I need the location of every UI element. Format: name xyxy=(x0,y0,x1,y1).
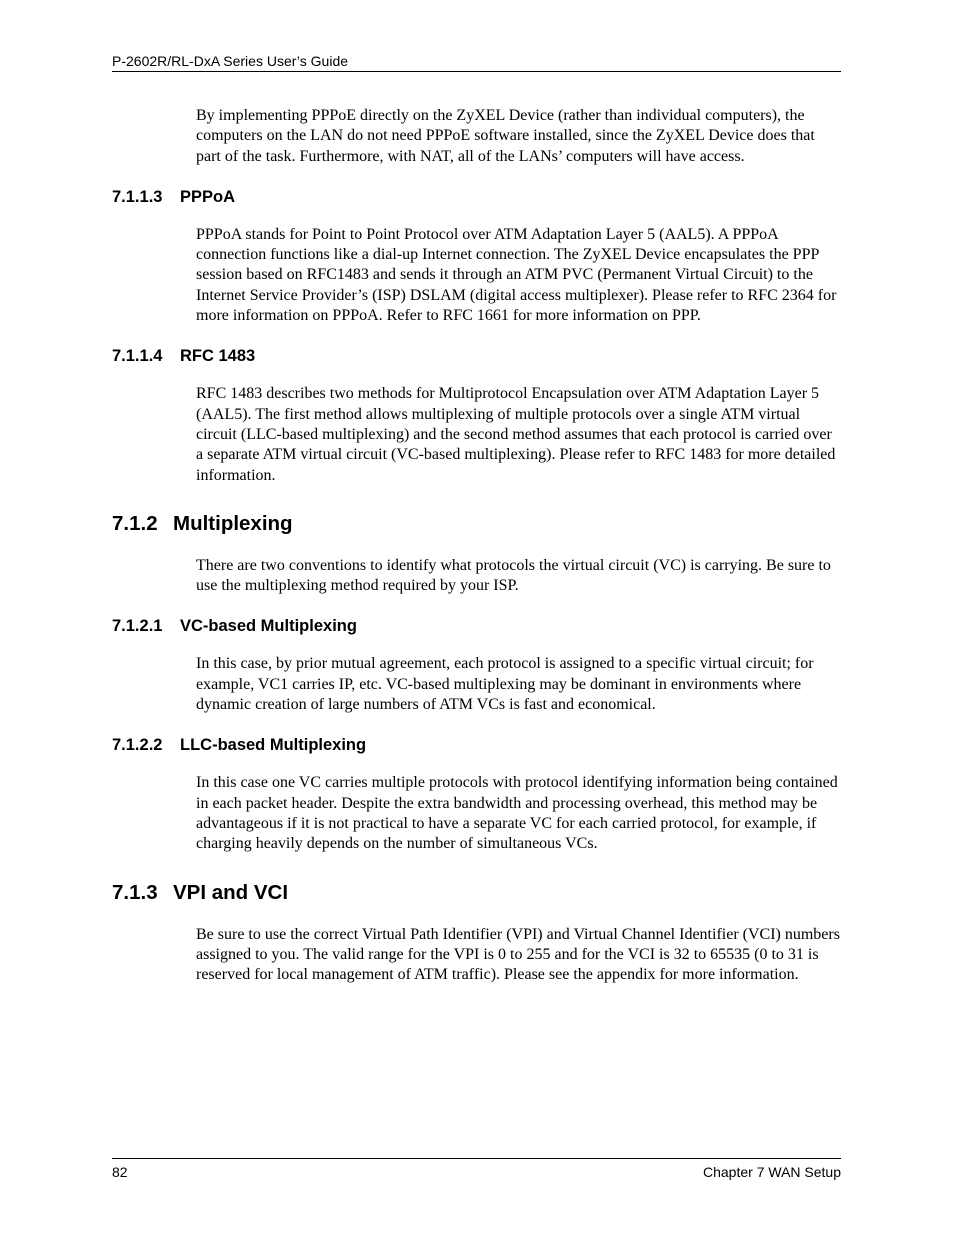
multiplexing-paragraph: There are two conventions to identify what protocols the virtual circuit (VC) is carrying. Be sure to use the multiplexing method required by your ISP. xyxy=(196,556,831,595)
heading-multiplexing xyxy=(112,512,841,536)
rfc1483-paragraph: RFC 1483 describes two methods for Multiprotocol Encapsulation over ATM Adaptation Layer 5 (AAL5). The first method allows multiplexing of multiple protocols over a single ATM virtual circuit (LLC-based multiplexing) and the second method assumes that each protocol is carried over a separate ATM virtual circuit (VC-based multiplexing). Please refer to RFC 1483 for more detailed information. xyxy=(196,385,836,484)
heading-pppoa xyxy=(112,187,841,207)
heading-number: 7.1.2.2 xyxy=(112,736,163,755)
heading-number: 7.1.2 xyxy=(112,511,158,535)
page-number: 82 xyxy=(112,1164,128,1180)
vc-based-paragraph: In this case, by prior mutual agreement, each protocol is assigned to a specific virtual circuit; for example, VC1 carries IP, etc. VC-based multiplexing may be dominant in environments where dynamic creation of large numbers of ATM VCs is fast and economical. xyxy=(196,655,814,714)
heading-number: 7.1.2.1 xyxy=(112,617,163,636)
page-footer xyxy=(112,1158,841,1182)
chapter-title: Chapter 7 WAN Setup xyxy=(703,1164,841,1180)
heading-vc-based xyxy=(112,616,841,636)
page-header xyxy=(112,51,841,72)
vpi-vci-paragraph: Be sure to use the correct Virtual Path Identifier (VPI) and Virtual Channel Identifier (VCI) numbers assigned to you. The valid range for the VPI is 0 to 255 and for the VCI is 32 to 65535 (0 to 31 is reserved for local management of ATM traffic). Please see the appendix for more information. xyxy=(196,925,840,984)
heading-title: LLC-based Multiplexing xyxy=(180,736,367,755)
heading-title: VPI and VCI xyxy=(173,880,289,904)
heading-llc-based xyxy=(112,735,841,755)
llc-based-paragraph: In this case one VC carries multiple protocols with protocol identifying information being contained in each packet header. Despite the extra bandwidth and processing overhead, this method may be advantageous if it is not practical to have a separate VC for each carried protocol, for example, if charging heavily depends on the number of simultaneous VCs. xyxy=(196,774,838,853)
heading-number: 7.1.3 xyxy=(112,880,158,904)
heading-title: VC-based Multiplexing xyxy=(180,617,357,636)
pppoa-paragraph: PPPoA stands for Point to Point Protocol over ATM Adaptation Layer 5 (AAL5). A PPPoA connection functions like a dial-up Internet connection. The ZyXEL Device encapsulates the PPP session based on RFC1483 and sends it through an ATM PVC (Permanent Virtual Circuit) to the Internet Service Provider’s (ISP) DSLAM (digital access multiplexer). Please refer to RFC 2364 for more information on PPPoA. Refer to RFC 1661 for more information on PPP. xyxy=(196,225,837,325)
heading-vpi-vci xyxy=(112,881,841,905)
heading-number: 7.1.1.3 xyxy=(112,187,163,206)
page-content xyxy=(112,106,841,985)
heading-title: Multiplexing xyxy=(173,511,293,535)
intro-paragraph: By implementing PPPoE directly on the ZyXEL Device (rather than individual computers), the computers on the LAN do not need PPPoE software installed, since the ZyXEL Device does that part of the task. Furthermore, with NAT, all of the LANs’ computers will have access. xyxy=(196,107,815,165)
heading-title: PPPoA xyxy=(180,187,236,206)
heading-title: RFC 1483 xyxy=(180,347,256,366)
heading-number: 7.1.1.4 xyxy=(112,347,163,366)
heading-rfc1483 xyxy=(112,346,841,366)
document-title: P-2602R/RL-DxA Series User’s Guide xyxy=(112,53,349,69)
